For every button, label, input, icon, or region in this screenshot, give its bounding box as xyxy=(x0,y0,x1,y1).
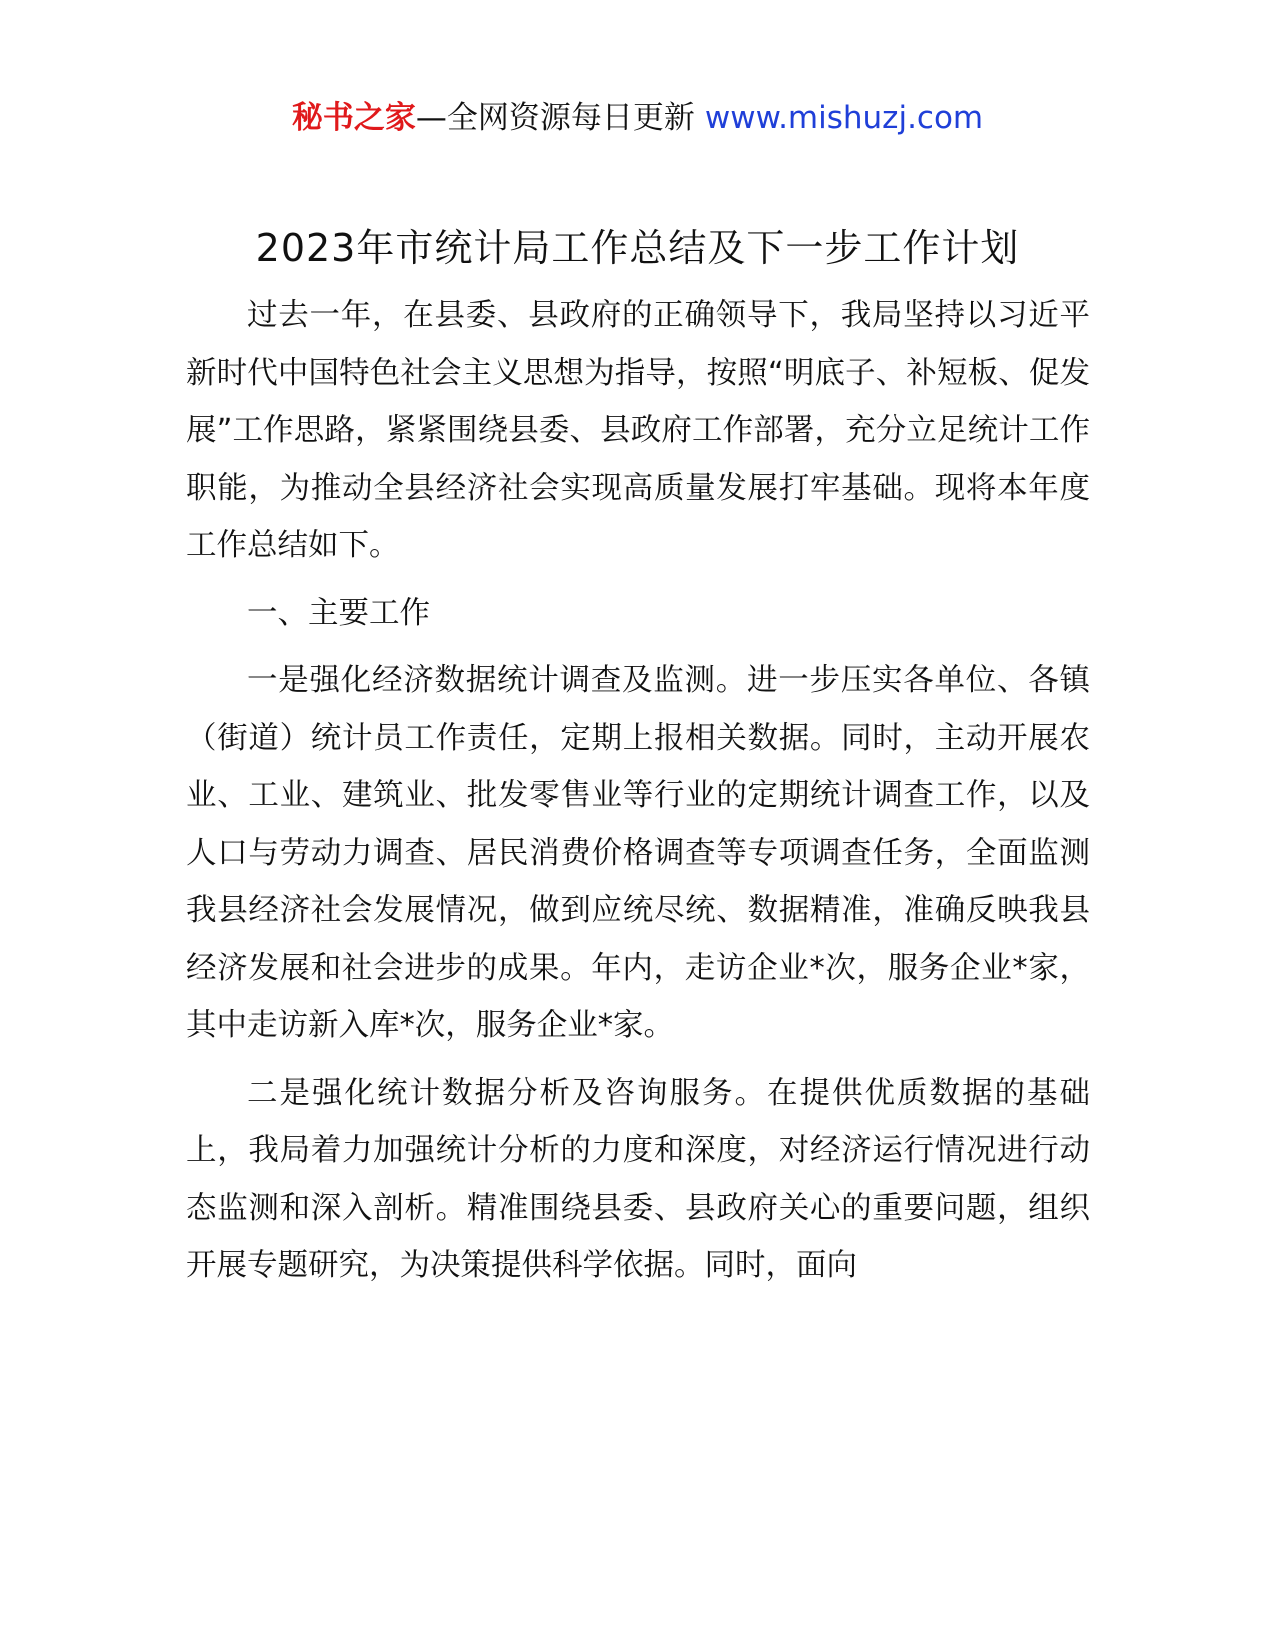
section-heading-main-work: 一、主要工作 xyxy=(247,595,430,631)
document-title: 2023年市统计局工作总结及下一步工作计划 xyxy=(255,226,1020,270)
site-header-banner xyxy=(0,96,1275,140)
header-slogan: —全网资源每日更新 xyxy=(415,100,695,136)
site-url-link[interactable]: www.mishuzj.com xyxy=(704,100,984,136)
brand-name: 秘书之家 xyxy=(291,100,416,136)
intro-paragraph: 过去一年，在县委、县政府的正确领导下，我局坚持以习近平新时代中国特色社会主义思想为指导，按照“明底子、补短板、促发展”工作思路，紧紧围绕县委、县政府工作部署，充分立足统计工作职能，为推动全县经济社会实现高质量发展打牢基础。现将本年度工作总结如下。 xyxy=(186,298,1090,563)
document-body xyxy=(186,287,1090,1295)
paragraph-item-2: 二是强化统计数据分析及咨询服务。在提供优质数据的基础上，我局着力加强统计分析的力度和深度，对经济运行情况进行动态监测和深入剖析。精准围绕县委、县政府关心的重要问题，组织开展专题研究，为决策提供科学依据。同时，面向 xyxy=(186,1075,1090,1283)
paragraph-item-1: 一是强化经济数据统计调查及监测。进一步压实各单位、各镇（街道）统计员工作责任，定期上报相关数据。同时，主动开展农业、工业、建筑业、批发零售业等行业的定期统计调查工作，以及人口与劳动力调查、居民消费价格调查等专项调查任务，全面监测我县经济社会发展情况，做到应统尽统、数据精准，准确反映我县经济发展和社会进步的成果。年内，走访企业*次，服务企业*家，其中走访新入库*次，服务企业*家。 xyxy=(186,663,1090,1043)
